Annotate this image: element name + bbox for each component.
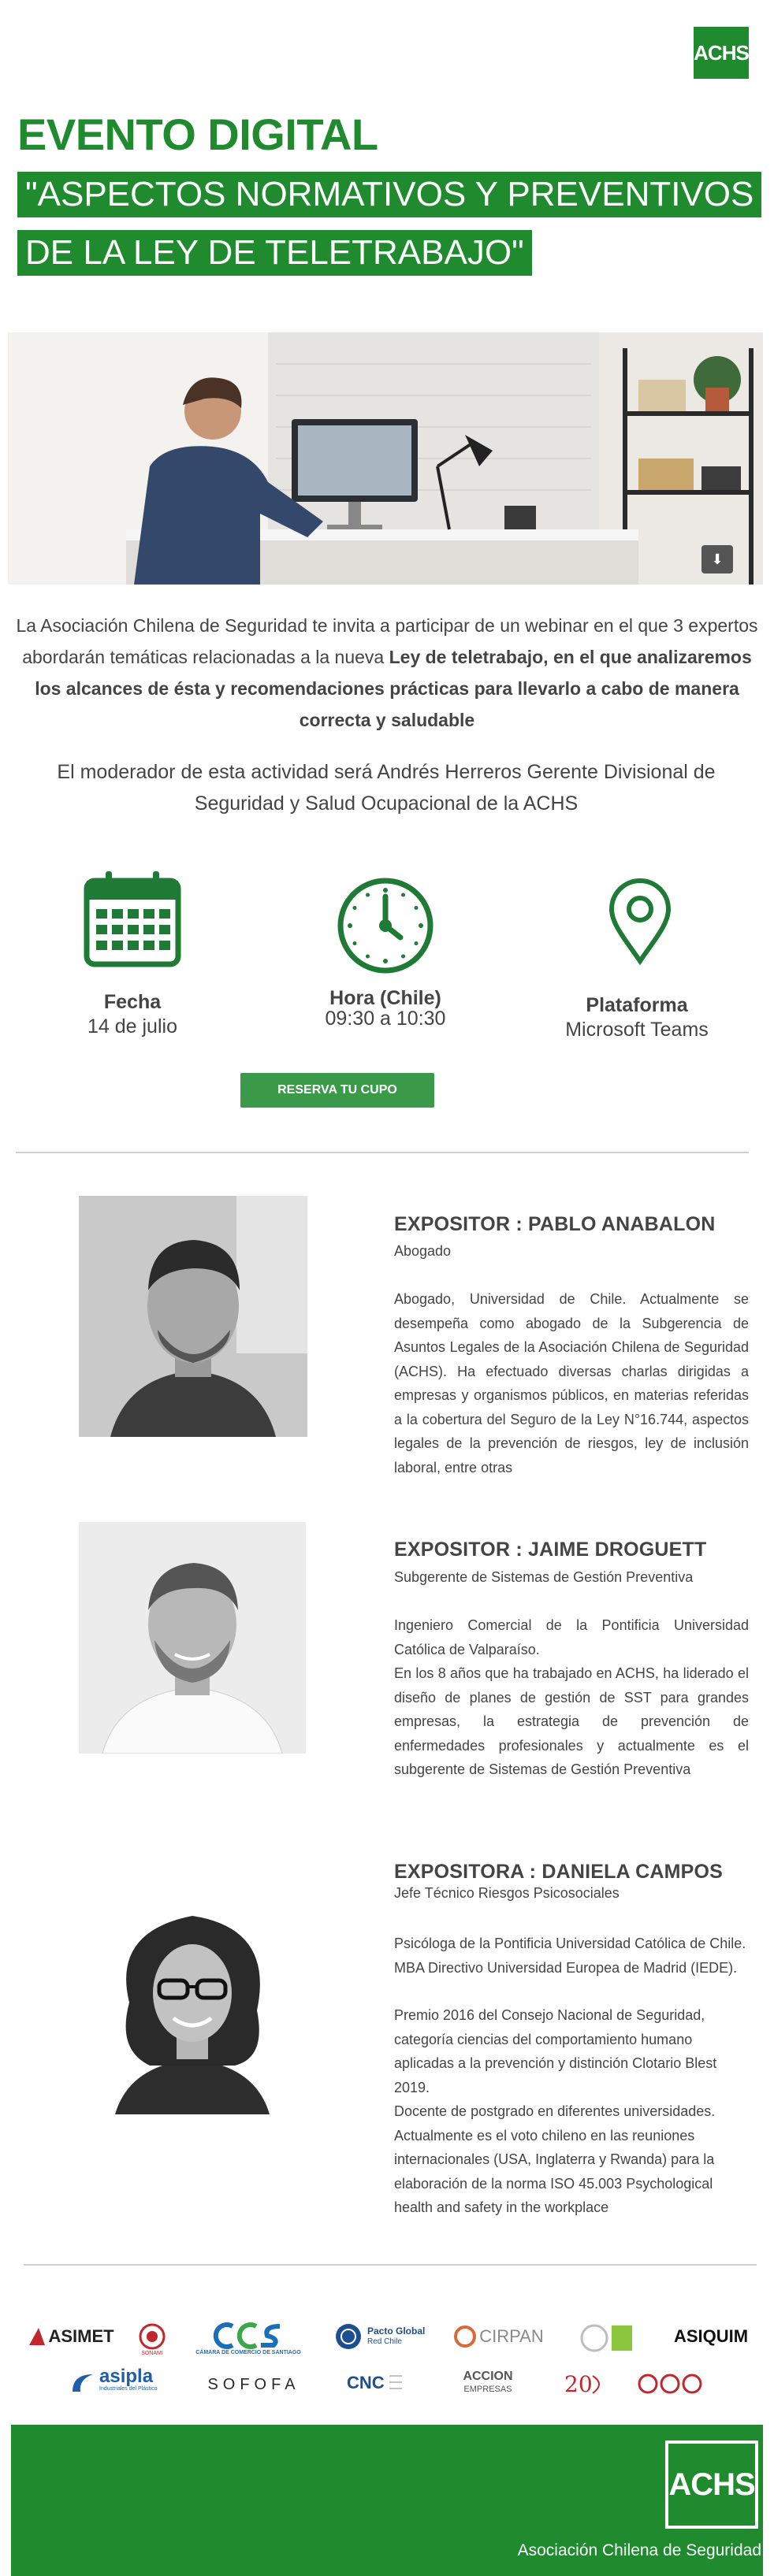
accion-sub: EMPRESAS <box>463 2385 512 2394</box>
asimet-text: ASIMET <box>48 2326 114 2346</box>
speaker-role-pablo: Abogado <box>394 1243 452 1259</box>
partner-logo-asimet <box>27 2321 115 2352</box>
date-title: Fecha <box>103 991 162 1013</box>
partner-logo-100-years <box>635 2368 708 2400</box>
asipla-sub: Industriales del Plástico <box>99 2386 158 2392</box>
ccs-text: CÁMARA DE COMERCIO DE SANTIAGO <box>195 2349 301 2355</box>
sofofa-text: SOFOFA <box>207 2375 300 2393</box>
pacto-text-2: Red Chile <box>367 2337 402 2346</box>
cnc-text: CNC <box>347 2373 385 2392</box>
subtitle-line-1-wrap <box>17 172 761 217</box>
time-title: Hora (Chile) <box>329 987 441 1009</box>
speaker-name-jaime: EXPOSITOR : JAIME DROGUETT <box>394 1539 707 1561</box>
svg-text:20: 20 <box>564 2371 593 2397</box>
event-title: EVENTO DIGITAL <box>17 109 378 159</box>
partner-logo-accion-empresas <box>452 2365 523 2401</box>
intro-text: La Asociación Chilena de Seguridad te invita a participar de un webinar en el que 3 expertos abordarán temáticas relacionadas a la nueva <box>16 615 758 667</box>
partner-logo-20-years <box>561 2368 610 2400</box>
speaker-role-jaime: Subgerente de Sistemas de Gestión Preventiva <box>394 1569 694 1585</box>
reserve-spot-button[interactable]: RESERVA TU CUPO <box>240 1073 434 1108</box>
partner-logo-green-seal <box>580 2322 634 2354</box>
speaker-bio-pablo: Abogado, Universidad de Chile. Actualmente se desempeña como abogado de la Subgerencia de Asuntos Legales de la Asociación Chilena de Seguridad (ACHS). Ha efectuado diversas charlas dirigidas a empresas y organismos públicos, en materias referidas a la cobertura del Seguro de la Ley N°16.744, aspectos legales de la prevención de riesgos, ley de inclusión laboral, entre otras <box>394 1291 749 1475</box>
location-pin-icon <box>607 878 673 966</box>
speaker-name-pablo: EXPOSITOR : PABLO ANABALON <box>394 1213 716 1235</box>
speaker-photo-pablo <box>79 1196 307 1437</box>
subtitle-line-1: "ASPECTOS NORMATIVOS Y PREVENTIVOS <box>17 172 761 217</box>
platform-value: Microsoft Teams <box>565 1019 709 1041</box>
subtitle-line-2: DE LA LEY DE TELETRABAJO" <box>17 230 532 276</box>
pacto-text-1: Pacto Global <box>367 2325 426 2337</box>
partner-logo-ccs <box>189 2318 307 2359</box>
speaker-name-daniela: EXPOSITORA : DANIELA CAMPOS <box>394 1861 724 1883</box>
speaker-bio-jaime-2: En los 8 años que ha trabajado en ACHS, ha liderado el diseño de planes de gestión de SST para grandes empresas, la estrategia de prevención de enfermedades profesionales y actualmente es el subgerente de Sistemas de Gestión Preventiva <box>394 1665 749 1777</box>
footer-achs-logo <box>665 2441 758 2529</box>
footer-tagline: Asociación Chilena de Seguridad <box>517 2541 761 2559</box>
achs-logo <box>694 27 749 79</box>
speaker-bio-daniela-3: Docente de postgrado en diferentes universidades. Actualmente es el voto chileno en las reuniones internacionales (USA, Inglaterra y Rwanda) para la elaboración de la norma ISO 45.003 Psychological health and safety in the workplace <box>394 2103 716 2215</box>
time-value: 09:30 a 10:30 <box>325 1008 446 1030</box>
speaker-photo-jaime <box>79 1522 306 1754</box>
speaker-role-daniela: Jefe Técnico Riesgos Psicosociales <box>394 1885 620 1901</box>
partner-logo-cnc <box>347 2366 410 2400</box>
partner-logo-pacto-global <box>334 2321 429 2352</box>
intro-paragraph <box>14 610 760 736</box>
subtitle-line-2-wrap <box>17 230 532 276</box>
speaker-bio-daniela-1: Psicóloga de la Pontificia Universidad Católica de Chile. MBA Directivo Universidad Europea de Madrid (IEDE). <box>394 1936 746 1976</box>
speaker-bio-daniela-2: Premio 2016 del Consejo Nacional de Seguridad, categoría ciencias del comportamiento humano aplicadas a la prevención y distinción Clotario Blest 2019. <box>394 2007 717 2095</box>
date-value: 14 de julio <box>87 1015 177 1037</box>
partner-logo-asiquim <box>667 2321 755 2352</box>
speaker-photo-daniela <box>80 1884 304 2114</box>
speaker-bio-jaime-1: Ingeniero Comercial de la Pontificia Universidad Católica de Valparaíso. <box>394 1617 749 1657</box>
partner-logo-cirpan <box>454 2321 544 2352</box>
accion-text: ACCION <box>463 2370 513 2383</box>
clock-icon <box>336 876 435 975</box>
pacto-text-wrap <box>367 2325 425 2348</box>
asipla-text: asipla <box>99 2366 154 2387</box>
partner-logo-sonami <box>132 2316 172 2362</box>
calendar-icon <box>82 868 183 969</box>
asipla-text-wrap <box>99 2366 158 2396</box>
divider-top <box>16 1152 749 1153</box>
cirpan-text: CIRPAN <box>479 2326 544 2346</box>
divider-bottom <box>24 2264 757 2266</box>
asiquim-text: ASIQUIM <box>673 2326 749 2346</box>
achs-logo-text: ACHS <box>694 40 749 65</box>
partner-logo-sofofa <box>207 2371 301 2398</box>
svg-text:⬇: ⬇ <box>711 551 724 568</box>
hero-image <box>8 332 763 585</box>
moderator-paragraph: El moderador de esta actividad será Andrés Herreros Gerente Divisional de Seguridad y Salud Ocupacional de la ACHS <box>57 761 716 815</box>
sonami-text: SONAMI <box>141 2350 163 2356</box>
intro-bold-text: Ley de teletrabajo, en el que analizaremos los alcances de ésta y recomendaciones prácticas para llevarlo a cabo de manera correcta y saludable <box>35 647 752 730</box>
footer-logo-text: ACHS <box>668 2467 755 2502</box>
platform-title: Plataforma <box>586 994 688 1016</box>
partner-logo-asipla <box>69 2365 170 2401</box>
